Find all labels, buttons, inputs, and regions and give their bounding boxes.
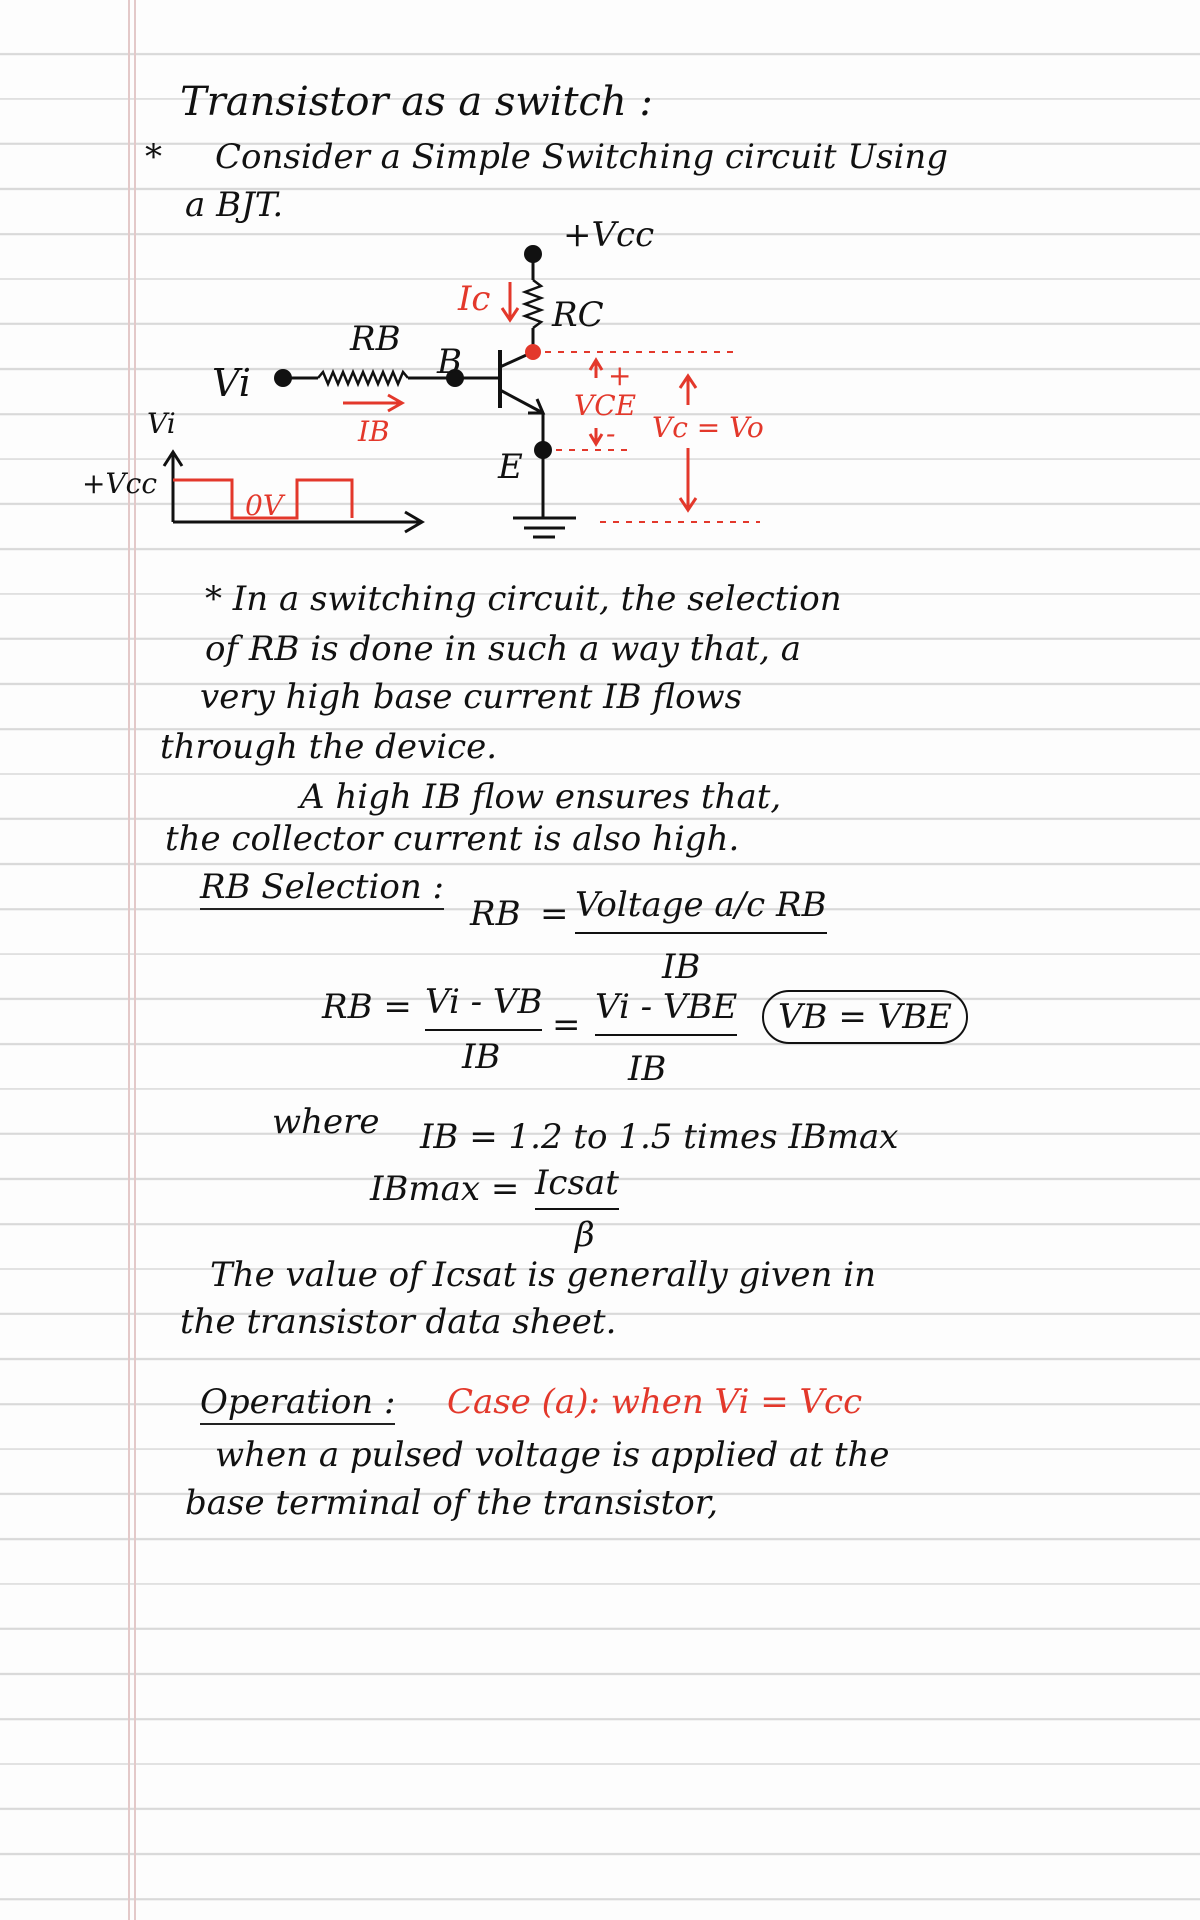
waveform-vi-label: Vi — [147, 407, 176, 440]
equals-sign: = — [552, 1005, 581, 1045]
fraction-denominator: IB — [628, 1049, 667, 1089]
paragraph-line: base terminal of the transistor, — [185, 1483, 719, 1523]
fraction-numerator: Icsat — [535, 1166, 619, 1210]
fraction-denominator: IB — [462, 1037, 501, 1077]
waveform-vcc-label: +Vcc — [82, 467, 158, 500]
paragraph-line: The value of Icsat is generally given in — [210, 1255, 876, 1295]
operation-heading: Operation : — [200, 1385, 395, 1425]
vi-label: Vi — [212, 361, 251, 405]
rb-label: RB — [350, 319, 401, 359]
base-label: B — [437, 342, 462, 382]
vce-plus-label: + — [608, 359, 632, 392]
fraction-numerator: Vi - VB — [425, 985, 542, 1031]
paragraph-line: A high IB flow ensures that, — [300, 777, 782, 817]
paragraph-line: of RB is done in such a way that, a — [205, 629, 801, 669]
waveform-zero-label: 0V — [245, 489, 284, 522]
vce-label: VCE — [574, 389, 637, 422]
paragraph-line: the transistor data sheet. — [180, 1302, 617, 1342]
intro-line: Consider a Simple Switching circuit Using — [215, 137, 949, 177]
page-title: Transistor as a switch : — [180, 79, 653, 125]
condition-note: VB = VBE — [762, 990, 968, 1044]
emitter-label: E — [498, 447, 523, 487]
bullet-marker: * — [145, 137, 162, 177]
intro-line: a BJT. — [185, 185, 284, 225]
paragraph-line: * In a switching circuit, the selection — [205, 579, 842, 619]
paragraph-line: the collector current is also high. — [165, 819, 740, 859]
paragraph-line: when a pulsed voltage is applied at the — [215, 1435, 890, 1475]
vce-minus-label: - — [606, 417, 616, 450]
equals-sign: = — [540, 894, 569, 934]
equation-lhs: IBmax = — [370, 1169, 520, 1209]
fraction-numerator: Vi - VBE — [595, 990, 737, 1036]
fraction-numerator: Voltage a/c RB — [575, 888, 827, 934]
equation-lhs: RB = — [322, 987, 412, 1027]
fraction-denominator: IB — [662, 947, 701, 987]
paragraph-line: through the device. — [160, 727, 498, 767]
ib-range: IB = 1.2 to 1.5 times IBmax — [420, 1117, 899, 1157]
rb-selection-heading: RB Selection : — [200, 870, 444, 910]
equation-lhs: RB — [470, 894, 521, 934]
paragraph-line: very high base current IB flows — [200, 677, 743, 717]
ic-label: Ic — [458, 279, 491, 319]
case-label: Case (a): when Vi = Vcc — [447, 1382, 863, 1422]
rc-label: RC — [552, 295, 604, 335]
where-label: where — [272, 1102, 380, 1142]
fraction-denominator: β — [575, 1215, 595, 1255]
ib-label: IB — [358, 415, 390, 448]
vcc-label: +Vcc — [563, 215, 655, 255]
vc-vo-label: Vc = Vo — [652, 411, 764, 444]
